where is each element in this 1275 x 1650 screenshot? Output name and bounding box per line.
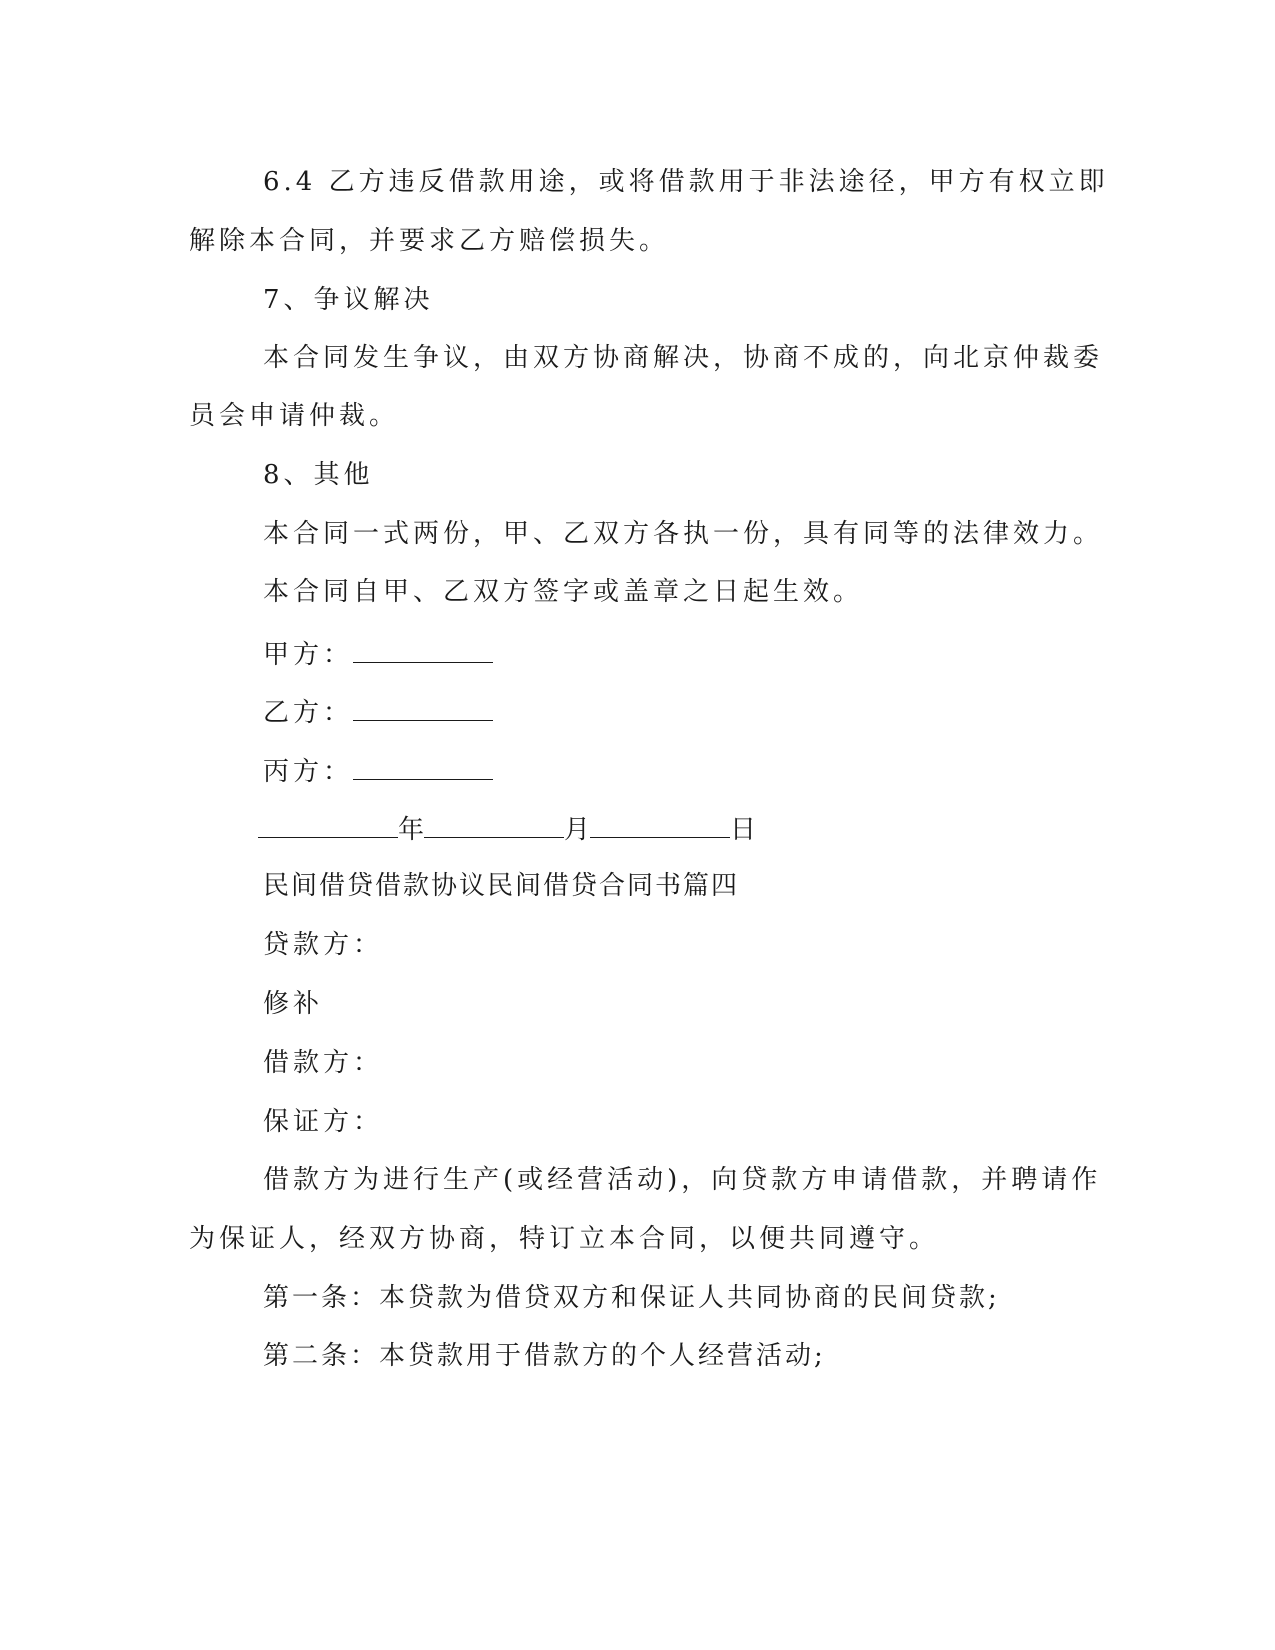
intro-line-1: 借款方为进行生产(或经营活动)，向贷款方申请借款，并聘请作 bbox=[263, 1165, 1102, 1195]
section-7-heading: 7、争议解决 bbox=[263, 285, 434, 315]
lender-label: 贷款方： bbox=[263, 930, 384, 960]
article-1: 第一条：本贷款为借贷双方和保证人共同协商的民间贷款; bbox=[263, 1283, 1000, 1313]
signature-party-b bbox=[263, 694, 493, 729]
year-label: 年 bbox=[398, 815, 425, 845]
borrower-label: 借款方： bbox=[263, 1048, 384, 1078]
repair-label: 修补 bbox=[263, 989, 324, 1019]
party-a-blank bbox=[353, 636, 493, 663]
date-line bbox=[258, 811, 756, 846]
party-b-label: 乙方： bbox=[263, 698, 354, 728]
section-7-line-2: 员会申请仲裁。 bbox=[189, 401, 400, 431]
article-2: 第二条：本贷款用于借款方的个人经营活动; bbox=[263, 1341, 826, 1371]
section-6-4-line-1: 6.4 乙方违反借款用途，或将借款用于非法途径，甲方有权立即 bbox=[263, 167, 1109, 197]
party-b-blank bbox=[353, 694, 493, 721]
section-7-line-1: 本合同发生争议，由双方协商解决，协商不成的，向北京仲裁委 bbox=[263, 343, 1104, 373]
signature-party-c bbox=[263, 753, 493, 788]
guarantor-label: 保证方： bbox=[263, 1107, 384, 1137]
section-8-line-1: 本合同一式两份，甲、乙双方各执一份，具有同等的法律效力。 bbox=[263, 519, 1104, 549]
contract-4-title: 民间借贷借款协议民间借贷合同书篇四 bbox=[263, 871, 740, 901]
day-blank bbox=[590, 811, 730, 838]
signature-party-a bbox=[263, 636, 493, 671]
day-label: 日 bbox=[730, 815, 757, 845]
month-blank bbox=[424, 811, 564, 838]
year-blank bbox=[258, 811, 398, 838]
party-c-blank bbox=[353, 753, 493, 780]
section-6-4-line-2: 解除本合同，并要求乙方赔偿损失。 bbox=[189, 226, 670, 256]
month-label: 月 bbox=[564, 815, 591, 845]
party-c-label: 丙方： bbox=[263, 757, 354, 787]
intro-line-2: 为保证人，经双方协商，特订立本合同，以便共同遵守。 bbox=[189, 1224, 940, 1254]
party-a-label: 甲方： bbox=[263, 640, 354, 670]
section-8-line-2: 本合同自甲、乙双方签字或盖章之日起生效。 bbox=[263, 577, 864, 607]
section-8-heading: 8、其他 bbox=[263, 460, 374, 490]
